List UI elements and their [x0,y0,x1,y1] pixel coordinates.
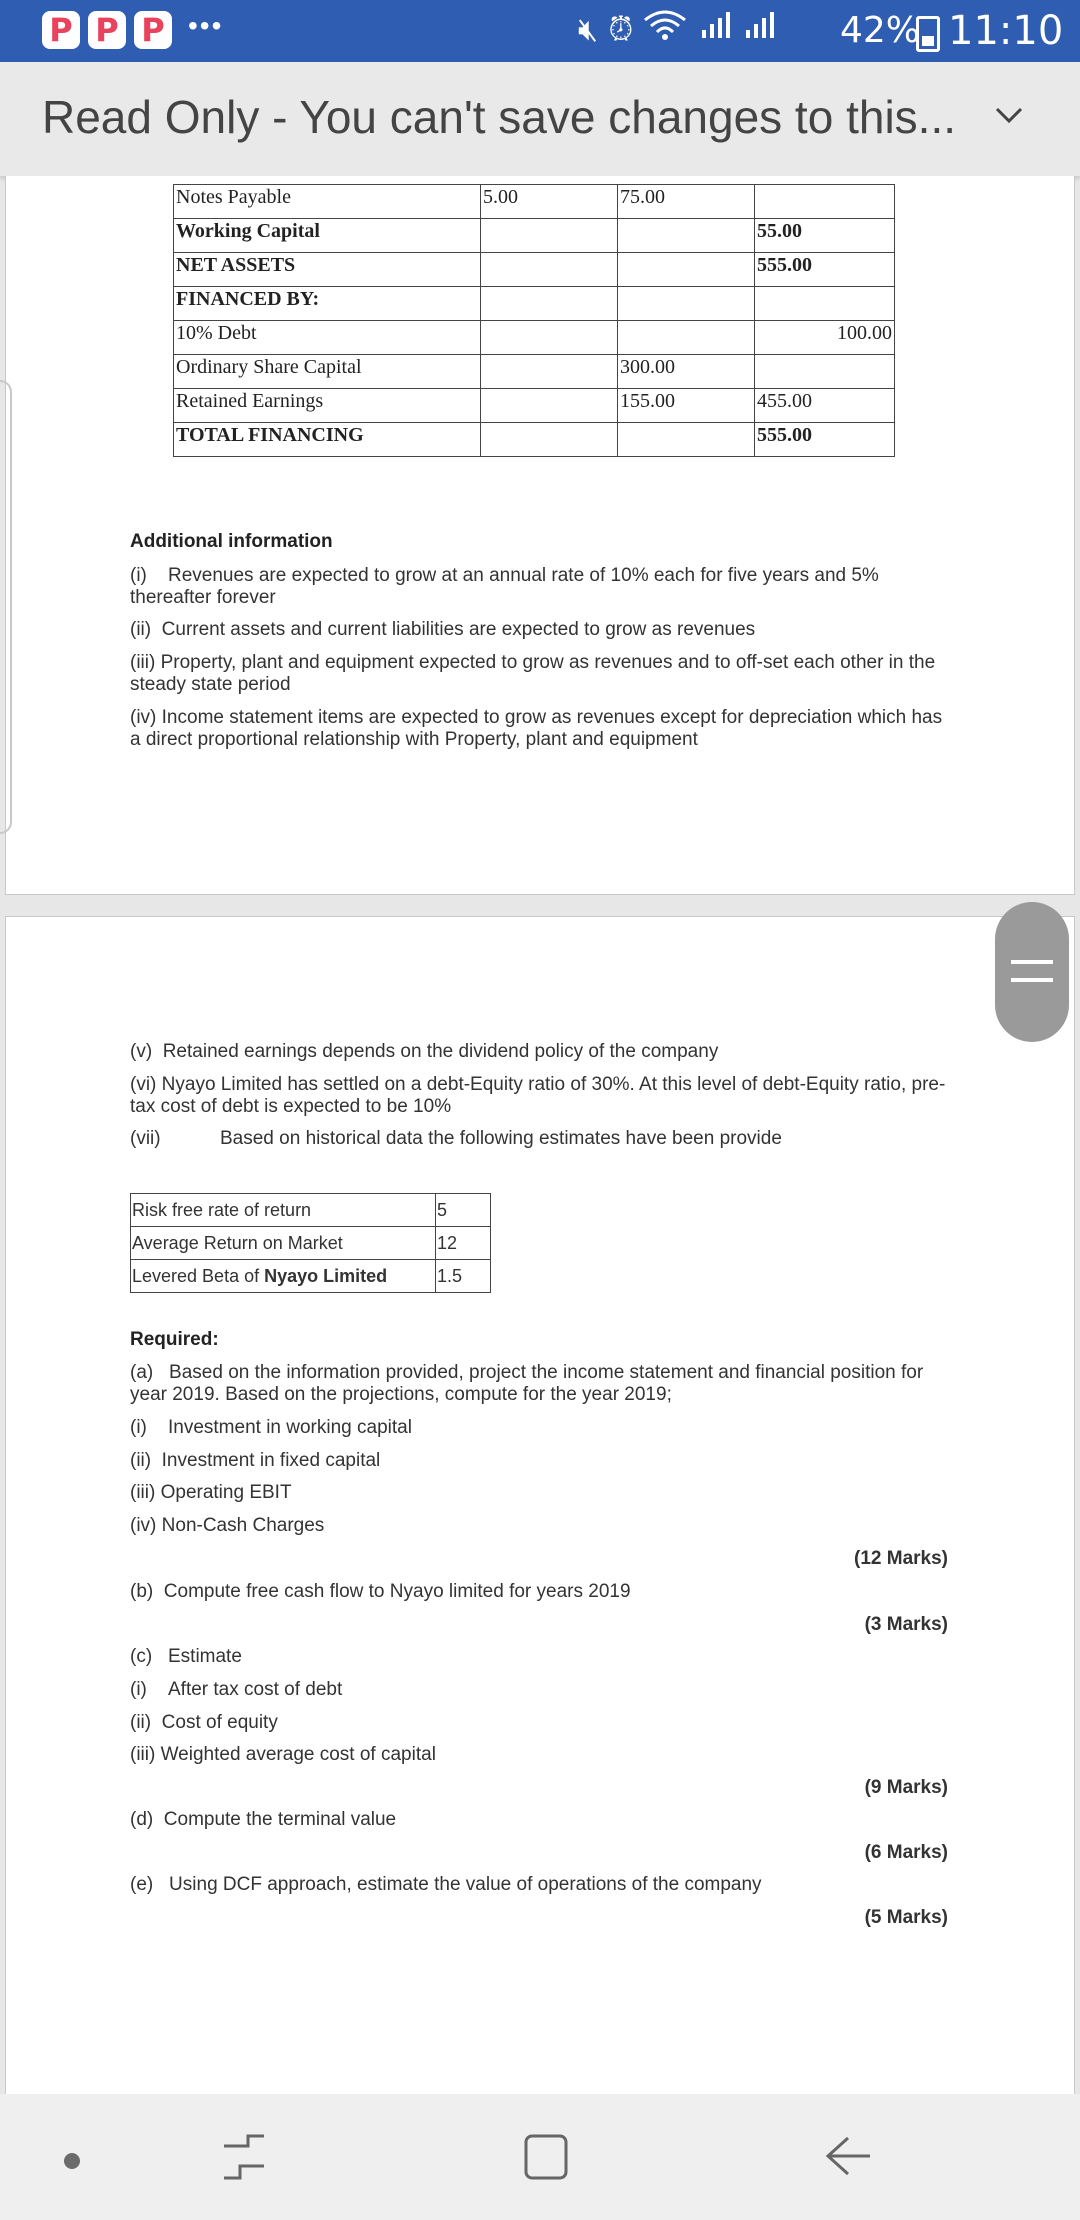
table-cell: 75.00 [618,185,755,219]
info-item-v: (v) Retained earnings depends on the dividend policy of the company [130,1041,719,1062]
table-cell: 555.00 [755,253,895,287]
table-cell: 155.00 [618,389,755,423]
table-cell [481,423,618,457]
additional-info-heading: Additional information [130,531,333,552]
table-cell: 55.00 [755,219,895,253]
table-row [174,423,895,457]
signal-icon [698,10,798,48]
info-item-i: (i) Revenues are expected to grow at an annual rate of 10% each for five years and 5% thereafter forever [130,565,879,608]
clock: 11:10 [948,8,1064,54]
battery-icon [916,16,940,52]
table-cell [618,253,755,287]
question-b: (b) Compute free cash flow to Nyayo limited for years 2019 [130,1581,631,1602]
table-cell [618,287,755,321]
table-cell [481,287,618,321]
info-item-vii-number: (vii) [130,1128,161,1149]
info-item-vii-text: Based on historical data the following estimates have been provide [220,1128,782,1149]
marks-d: (6 Marks) [864,1842,948,1863]
table-cell: 5 [436,1194,491,1227]
nav-dot-icon [64,2153,80,2169]
table-row [131,1194,491,1227]
alarm-icon: ⏰︎ [608,10,634,48]
required-heading: Required: [130,1329,219,1350]
table-cell [618,219,755,253]
table-cell: Risk free rate of return [131,1194,436,1227]
question-c-i: (i) After tax cost of debt [130,1679,343,1700]
balance-sheet-table [173,184,895,457]
back-icon[interactable] [822,2134,874,2180]
question-e: (e) Using DCF approach, estimate the value of operations of the company [130,1874,762,1895]
table-cell: 100.00 [755,321,895,355]
table-row [174,389,895,423]
marks-a: (12 Marks) [854,1548,948,1569]
question-a-iii: (iii) Operating EBIT [130,1482,292,1503]
question-c: (c) Estimate [130,1646,242,1667]
status-bar [0,0,1080,62]
table-cell: Notes Payable [174,185,481,219]
marks-c: (9 Marks) [864,1777,948,1798]
banner-title: Read Only - You can't save changes to this... [42,91,957,143]
wifi-icon [643,10,697,48]
info-item-vi: (vi) Nyayo Limited has settled on a debt-Equity ratio of 30%. At this level of debt-Equity ratio, pre-tax cost of debt is expected to be 10% [130,1074,946,1117]
question-c-iii: (iii) Weighted average cost of capital [130,1744,436,1765]
table-row [174,321,895,355]
table-cell [755,185,895,219]
info-item-ii: (ii) Current assets and current liabilities are expected to grow as revenues [130,619,756,640]
table-row [174,253,895,287]
recent-apps-icon[interactable] [220,2132,268,2182]
table-cell [481,253,618,287]
table-row [174,219,895,253]
table-cell: Retained Earnings [174,389,481,423]
question-c-ii: (ii) Cost of equity [130,1712,278,1733]
table-cell: 12 [436,1227,491,1260]
cell-text: Levered Beta of [132,1265,265,1286]
table-row [174,185,895,219]
table-cell [481,321,618,355]
marks-e: (5 Marks) [864,1907,948,1928]
table-cell: NET ASSETS [174,253,481,287]
status-icons [578,10,798,49]
chevron-down-icon[interactable] [994,100,1024,130]
table-row [174,355,895,389]
table-cell [481,355,618,389]
table-cell: TOTAL FINANCING [174,423,481,457]
table-cell [618,423,755,457]
info-item-iii: (iii) Property, plant and equipment expected to grow as revenues and to off-set each other in the steady state period [130,652,936,695]
app-badge-icon: P [42,11,80,49]
table-row [131,1260,491,1293]
read-only-banner[interactable] [0,62,1080,177]
table-cell: Average Return on Market [131,1227,436,1260]
question-a: (a) Based on the information provided, project the income statement and financial position for year 2019. Based on the projections, compute for the year 2019; [130,1362,924,1405]
table-cell: FINANCED BY: [174,287,481,321]
question-a-iv: (iv) Non-Cash Charges [130,1515,325,1536]
side-panel-handle[interactable] [0,380,12,834]
scroll-handle[interactable] [995,902,1069,1042]
table-cell: Ordinary Share Capital [174,355,481,389]
home-icon[interactable] [522,2132,570,2182]
table-cell: 555.00 [755,423,895,457]
company-name: Nyayo Limited [264,1265,388,1286]
table-row [174,287,895,321]
estimates-table [130,1193,491,1293]
table-cell [481,219,618,253]
question-d: (d) Compute the terminal value [130,1809,397,1830]
info-item-iv: (iv) Income statement items are expected to grow as revenues except for depreciation which has a direct proportional relationship with Property, plant and equipment [130,707,943,750]
more-notifications-icon: ••• [188,10,224,41]
table-cell: 5.00 [481,185,618,219]
table-cell: Working Capital [174,219,481,253]
navigation-bar [0,2094,1080,2220]
app-badge-icon: P [134,11,172,49]
table-cell [481,389,618,423]
question-a-ii: (ii) Investment in fixed capital [130,1450,381,1471]
app-badge-icon: P [88,11,126,49]
table-cell [618,321,755,355]
battery-percent: 42% [840,10,921,51]
table-cell: 1.5 [436,1260,491,1293]
question-a-i: (i) Investment in working capital [130,1417,412,1438]
table-cell [131,1260,436,1293]
marks-b: (3 Marks) [864,1614,948,1635]
table-cell: 455.00 [755,389,895,423]
table-cell [755,287,895,321]
mute-icon: 🔇︎ [578,10,599,48]
table-cell [755,355,895,389]
table-cell: 300.00 [618,355,755,389]
table-cell: 10% Debt [174,321,481,355]
table-row [131,1227,491,1260]
